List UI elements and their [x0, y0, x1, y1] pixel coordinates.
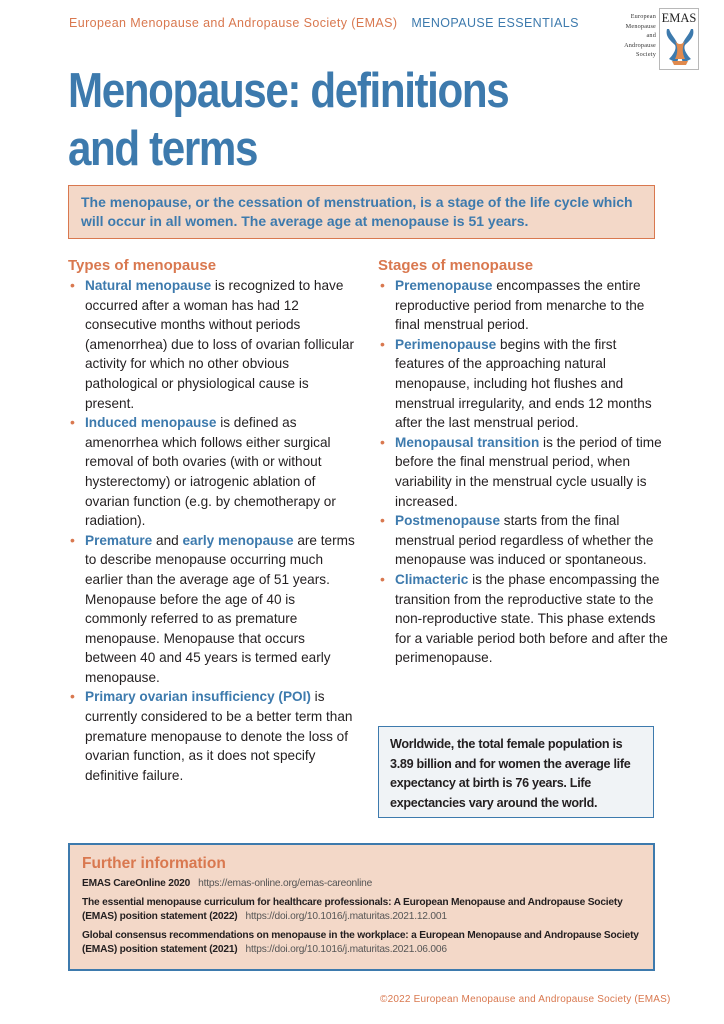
logo-word: Menopause: [625, 22, 656, 30]
reference-title: EMAS CareOnline 2020: [82, 878, 191, 889]
definition: is the phase encompassing the transition from the reproductive state to the non-reproductive state. This phase extends for a variable period both before and after the perimenopause.: [395, 571, 668, 666]
logo-box: [659, 8, 699, 70]
types-section: [68, 256, 358, 785]
types-list: [68, 276, 358, 785]
reference-item: [82, 877, 641, 891]
definition: starts from the final menstrual period regardless of whether the menopause was induced or spontaneous.: [395, 513, 654, 568]
list-item-induced-menopause: [68, 413, 358, 531]
organization-name: European Menopause and Andropause Society (EMAS): [69, 16, 398, 30]
list-item-postmenopause: [378, 511, 668, 570]
series-name: MENOPAUSE ESSENTIALS: [411, 16, 579, 30]
reference-link[interactable]: https://doi.org/10.1016/j.maturitas.2021.06.006: [245, 944, 447, 955]
types-heading: Types of menopause: [68, 257, 217, 274]
term: Natural menopause: [85, 278, 212, 293]
stages-heading: Stages of menopause: [378, 257, 534, 274]
term: Premenopause: [395, 278, 493, 293]
term: Premature: [85, 532, 153, 548]
list-item-menopausal-transition: [378, 433, 668, 511]
logo-word: Andropause: [624, 41, 656, 49]
page-title: Menopause: definitions and terms: [68, 64, 509, 176]
term: Menopausal transition: [395, 434, 540, 450]
reference-item: [82, 896, 641, 924]
logo-word: and: [646, 32, 656, 40]
list-item-climacteric: [378, 570, 668, 668]
further-information-box: [68, 843, 655, 971]
stages-list: [378, 276, 668, 668]
definition: is the period of time before the final menstrual period, when variability in the menstrual cycle usually is increased.: [395, 434, 662, 509]
reference-link[interactable]: https://doi.org/10.1016/j.maturitas.2021.12.001: [245, 911, 447, 922]
list-item-premature-early-menopause: [68, 531, 358, 688]
header-bar: [69, 16, 579, 30]
logo-wordmark: [618, 12, 656, 60]
reference-item: [82, 929, 641, 957]
definition: is defined as amenorrhea which follows either surgical removal of both ovaries (with or without hysterectomy) or iatrogenic ablation of ovarian function (e.g. by chemotherapy or radiation).: [85, 415, 336, 529]
term: Induced menopause: [85, 415, 217, 431]
connector: and: [152, 532, 183, 548]
definition: is currently considered to be a better term than premature menopause to denote the loss of ovarian function, as it does not specify definitive failure.: [85, 689, 353, 783]
further-heading: Further information: [82, 855, 226, 872]
term: early menopause: [182, 532, 294, 548]
logo-word: Society: [636, 51, 656, 59]
copyright-footer: ©2022 European Menopause and Andropause Society (EMAS): [380, 994, 671, 1005]
intro-box: The menopause, or the cessation of menstruation, is a stage of the life cycle which will occur in all women. The average age at menopause is 51 years.: [68, 185, 655, 239]
list-item-natural-menopause: [68, 276, 358, 413]
logo-figures-icon: [663, 27, 697, 67]
definition: is recognized to have occurred after a woman has had 12 consecutive months without periods (amenorrhea) due to loss of ovarian follicular activity for which no other obvious pathological or physiological cause is present.: [85, 278, 354, 411]
logo-emas-text: EMAS: [661, 11, 697, 25]
reference-link[interactable]: https://emas-online.org/emas-careonline: [198, 878, 373, 889]
stages-section: [378, 256, 668, 668]
reference-title: Global consensus recommendations on menopause in the workplace: a European Menopause and Andropause Society (EMAS) position statement (2021): [82, 930, 639, 955]
statistics-box: Worldwide, the total female population is 3.89 billion and for women the average life expectancy at birth is 76 years. Life expectancies vary around the world.: [378, 726, 654, 818]
list-item-premenopause: [378, 276, 668, 335]
term: Primary ovarian insufficiency (POI): [85, 689, 311, 705]
term: Climacteric: [395, 571, 469, 587]
definition: begins with the first features of the approaching natural menopause, including hot flushes and menstrual irregularity, and ends 12 months after the last menstrual period.: [395, 336, 652, 431]
definition: are terms to describe menopause occurring much earlier than the average age of 51 years. Menopause before the age of 40 is commonly referred to as premature menopause. Menopause that occurs between 40 and 45 years is termed early menopause.: [85, 532, 355, 685]
logo-word: European: [630, 13, 656, 20]
emas-logo: [618, 8, 700, 72]
list-item-poi: [68, 687, 358, 785]
term: Perimenopause: [395, 336, 497, 352]
definition: encompasses the entire reproductive period from menarche to the final menstrual period.: [395, 278, 645, 333]
term: Postmenopause: [395, 513, 500, 529]
reference-title: The essential menopause curriculum for healthcare professionals: A European Menopause and Andropause Society (EMAS) position statement (2022): [82, 897, 623, 922]
list-item-perimenopause: [378, 335, 668, 433]
